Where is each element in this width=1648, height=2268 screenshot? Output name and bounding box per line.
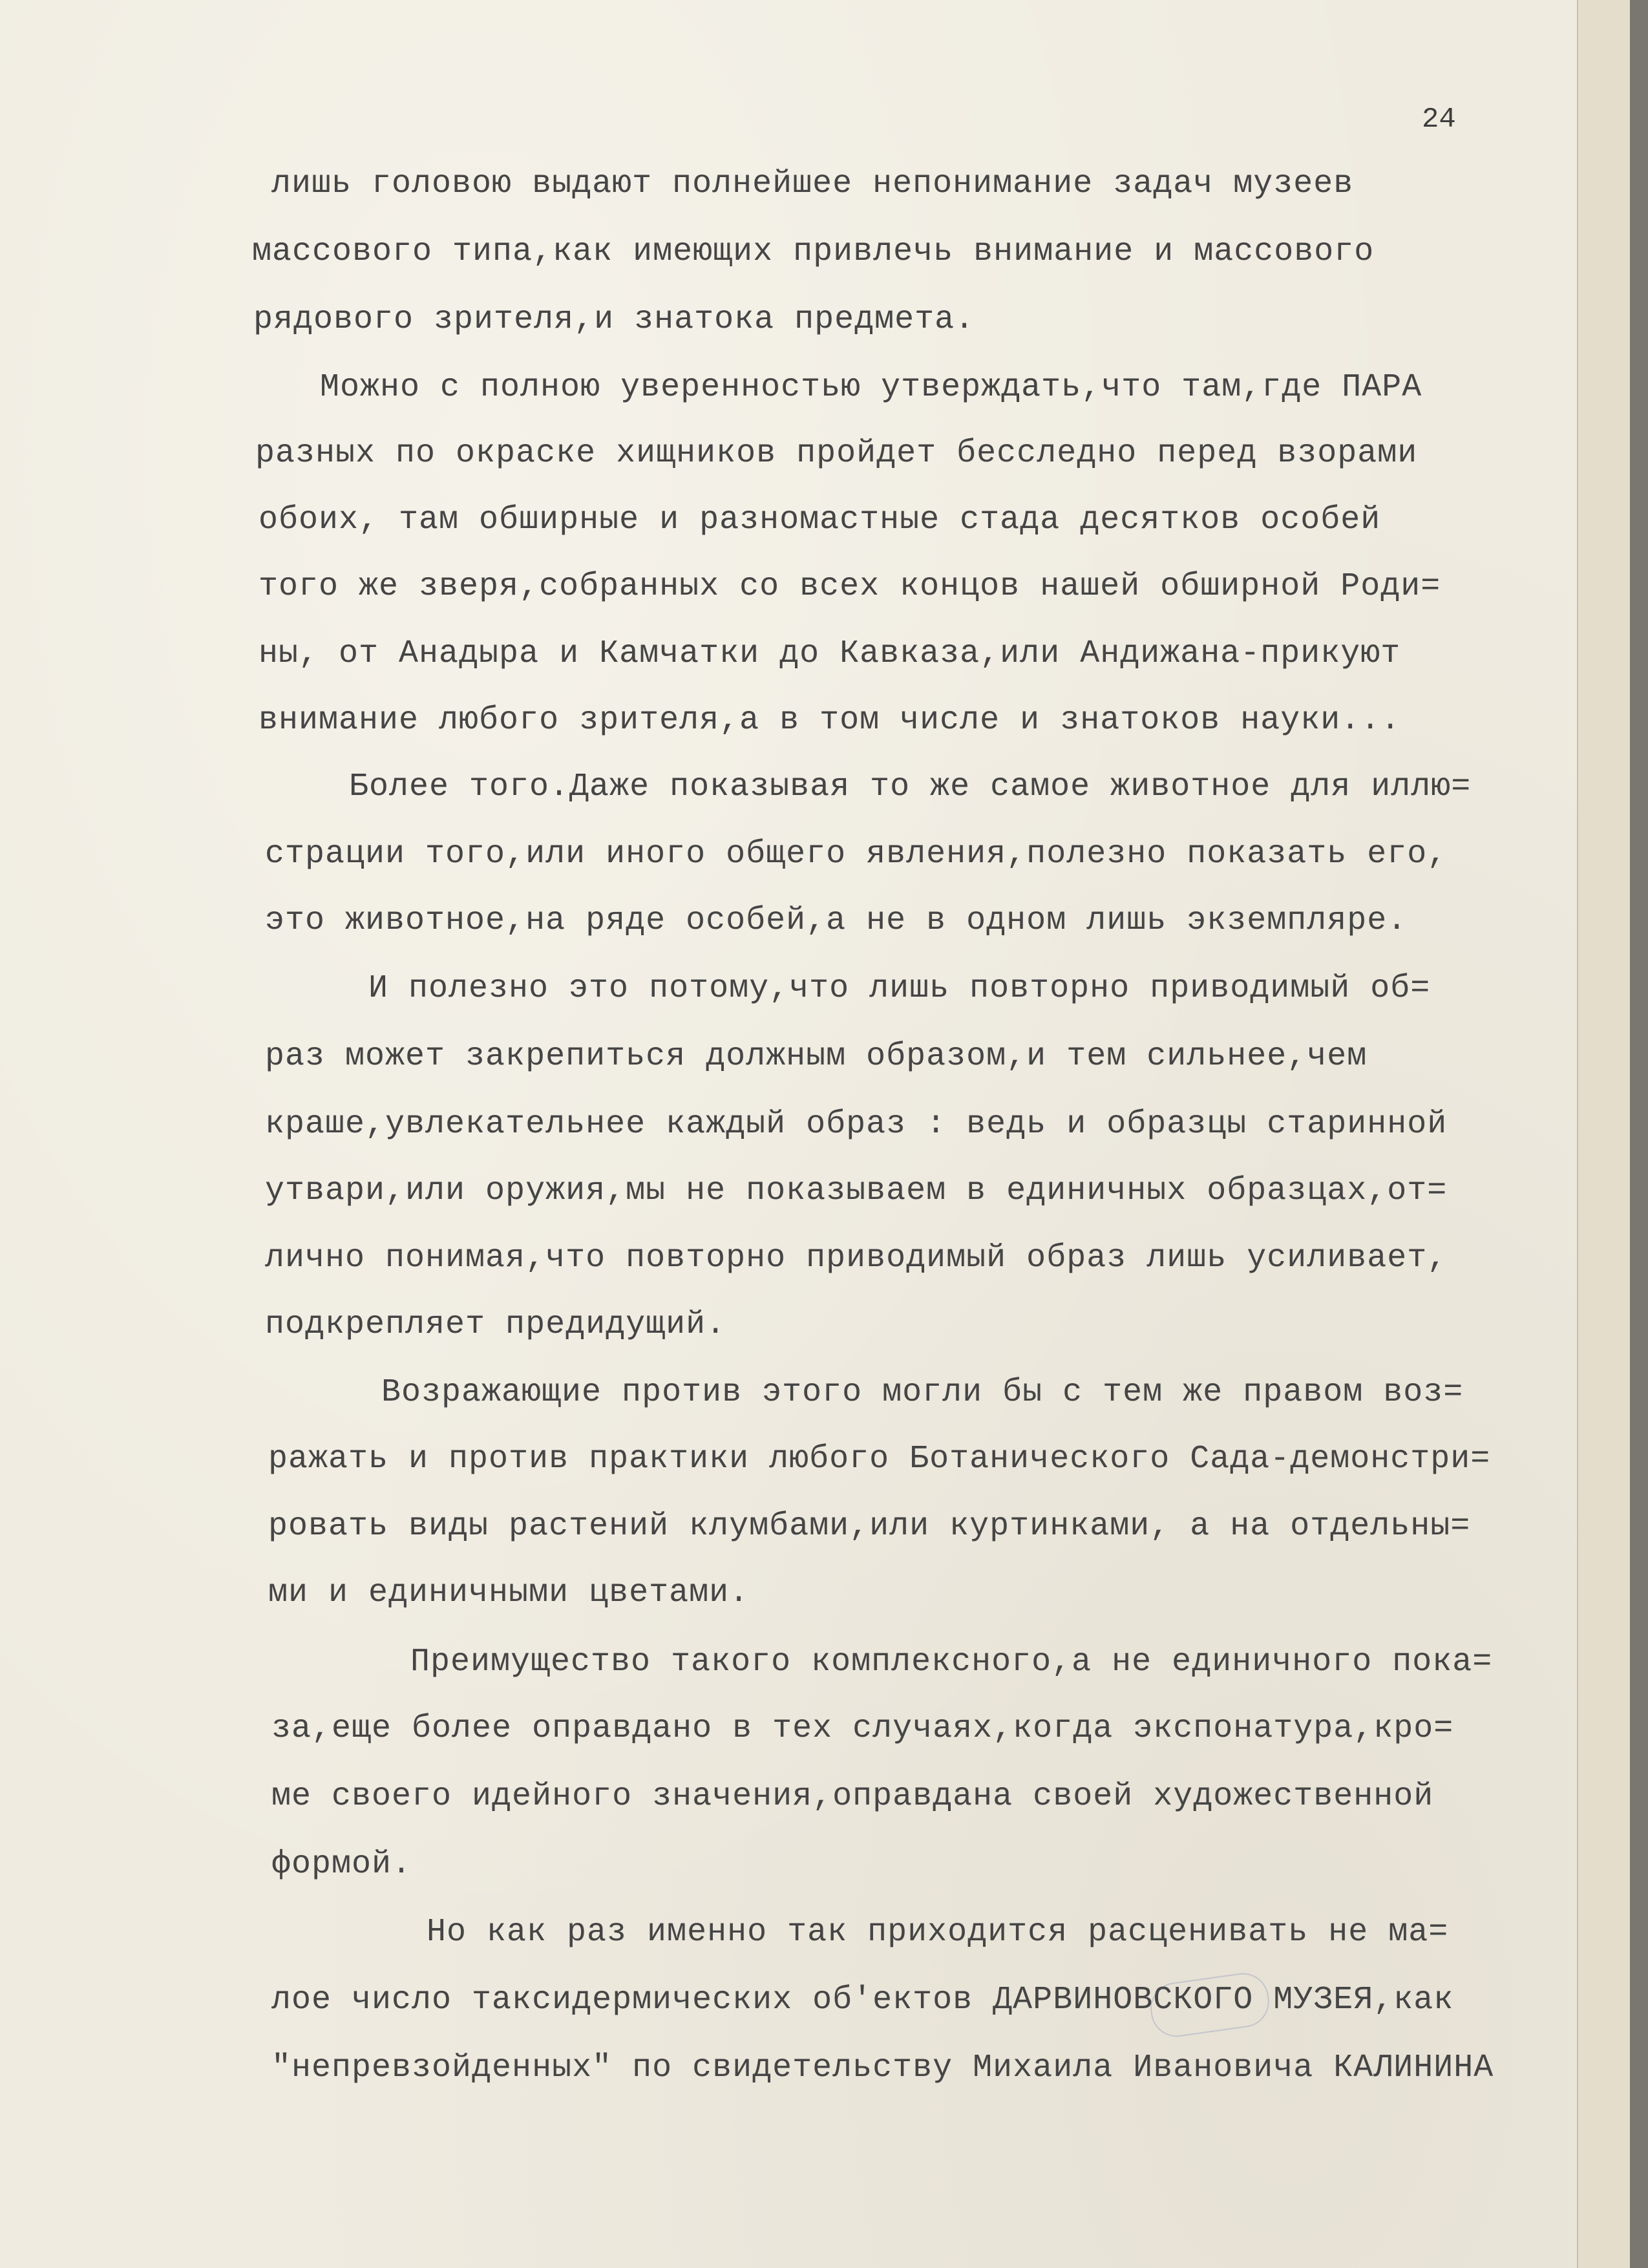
text-line: того же зверя,собранных со всех концов нашей обширной Роди= — [259, 568, 1441, 605]
text-line: страции того,или иного общего явления,полезно показать его, — [265, 836, 1448, 873]
text-line: подкрепляет предидущий. — [265, 1306, 726, 1343]
text-line: за,еще более оправдано в тех случаях,когда экспонатура,кро= — [271, 1710, 1454, 1747]
text-line: Возражающие против этого могли бы с тем же правом воз= — [381, 1374, 1464, 1411]
text-line: ны, от Анадыра и Камчатки до Кавказа,или Андижана-прикуют — [259, 635, 1401, 672]
text-line: И полезно это потому,что лишь повторно приводимый об= — [368, 970, 1431, 1007]
text-line: Более того.Даже показывая то же самое животное для иллю= — [349, 768, 1472, 805]
text-line: Но как раз именно так приходится расценивать не ма= — [427, 1914, 1449, 1951]
text-line: Преимущество такого комплексного,а не единичного пока= — [410, 1644, 1493, 1680]
text-line: ровать виды растений клумбами,или куртинками, а на отдельны= — [268, 1508, 1471, 1545]
text-line: рядового зрителя,и знатока предмета. — [253, 301, 975, 338]
text-line: Можно с полною уверенностью утверждать,что там,где ПАРА — [320, 369, 1422, 406]
text-line: это животное,на ряде особей,а не в одном лишь экземпляре. — [265, 902, 1408, 939]
text-line: обоих, там обширные и разномастные стада десятков особей — [259, 502, 1381, 538]
text-line: лишь головою выдают полнейшее непонимание задач музеев — [271, 165, 1354, 202]
page-number: 24 — [1422, 103, 1456, 136]
text-line: "непревзойденных" по свидетельству Михаила Ивановича КАЛИНИНА — [271, 2050, 1494, 2086]
text-line: ми и единичными цветами. — [268, 1574, 750, 1611]
faded-stamp — [1147, 1970, 1273, 2040]
text-line: формой. — [271, 1846, 412, 1883]
text-line: внимание любого зрителя,а в том числе и знатоков науки... — [259, 702, 1401, 739]
text-line: утвари,или оружия,мы не показываем в единичных образцах,от= — [265, 1172, 1448, 1209]
text-line: раз может закрепиться должным образом,и тем сильнее,чем — [265, 1038, 1368, 1075]
text-line: ражать и против практики любого Ботанического Сада-демонстри= — [268, 1441, 1491, 1478]
text-line: ме своего идейного значения,оправдана своей художественной — [271, 1778, 1434, 1815]
text-line: лично понимая,что повторно приводимый образ лишь усиливает, — [265, 1240, 1448, 1277]
text-line: краше,увлекательнее каждый образ : ведь и образцы старинной — [265, 1106, 1448, 1143]
text-line: лое число таксидермических об'ектов ДАРВИНОВСКОГО МУЗЕЯ,как — [271, 1982, 1454, 2019]
text-line: массового типа,как имеющих привлечь внимание и массового — [252, 233, 1375, 270]
text-line: разных по окраске хищников пройдет бесследно перед взорами — [255, 435, 1418, 472]
page-edge — [1577, 0, 1630, 2268]
